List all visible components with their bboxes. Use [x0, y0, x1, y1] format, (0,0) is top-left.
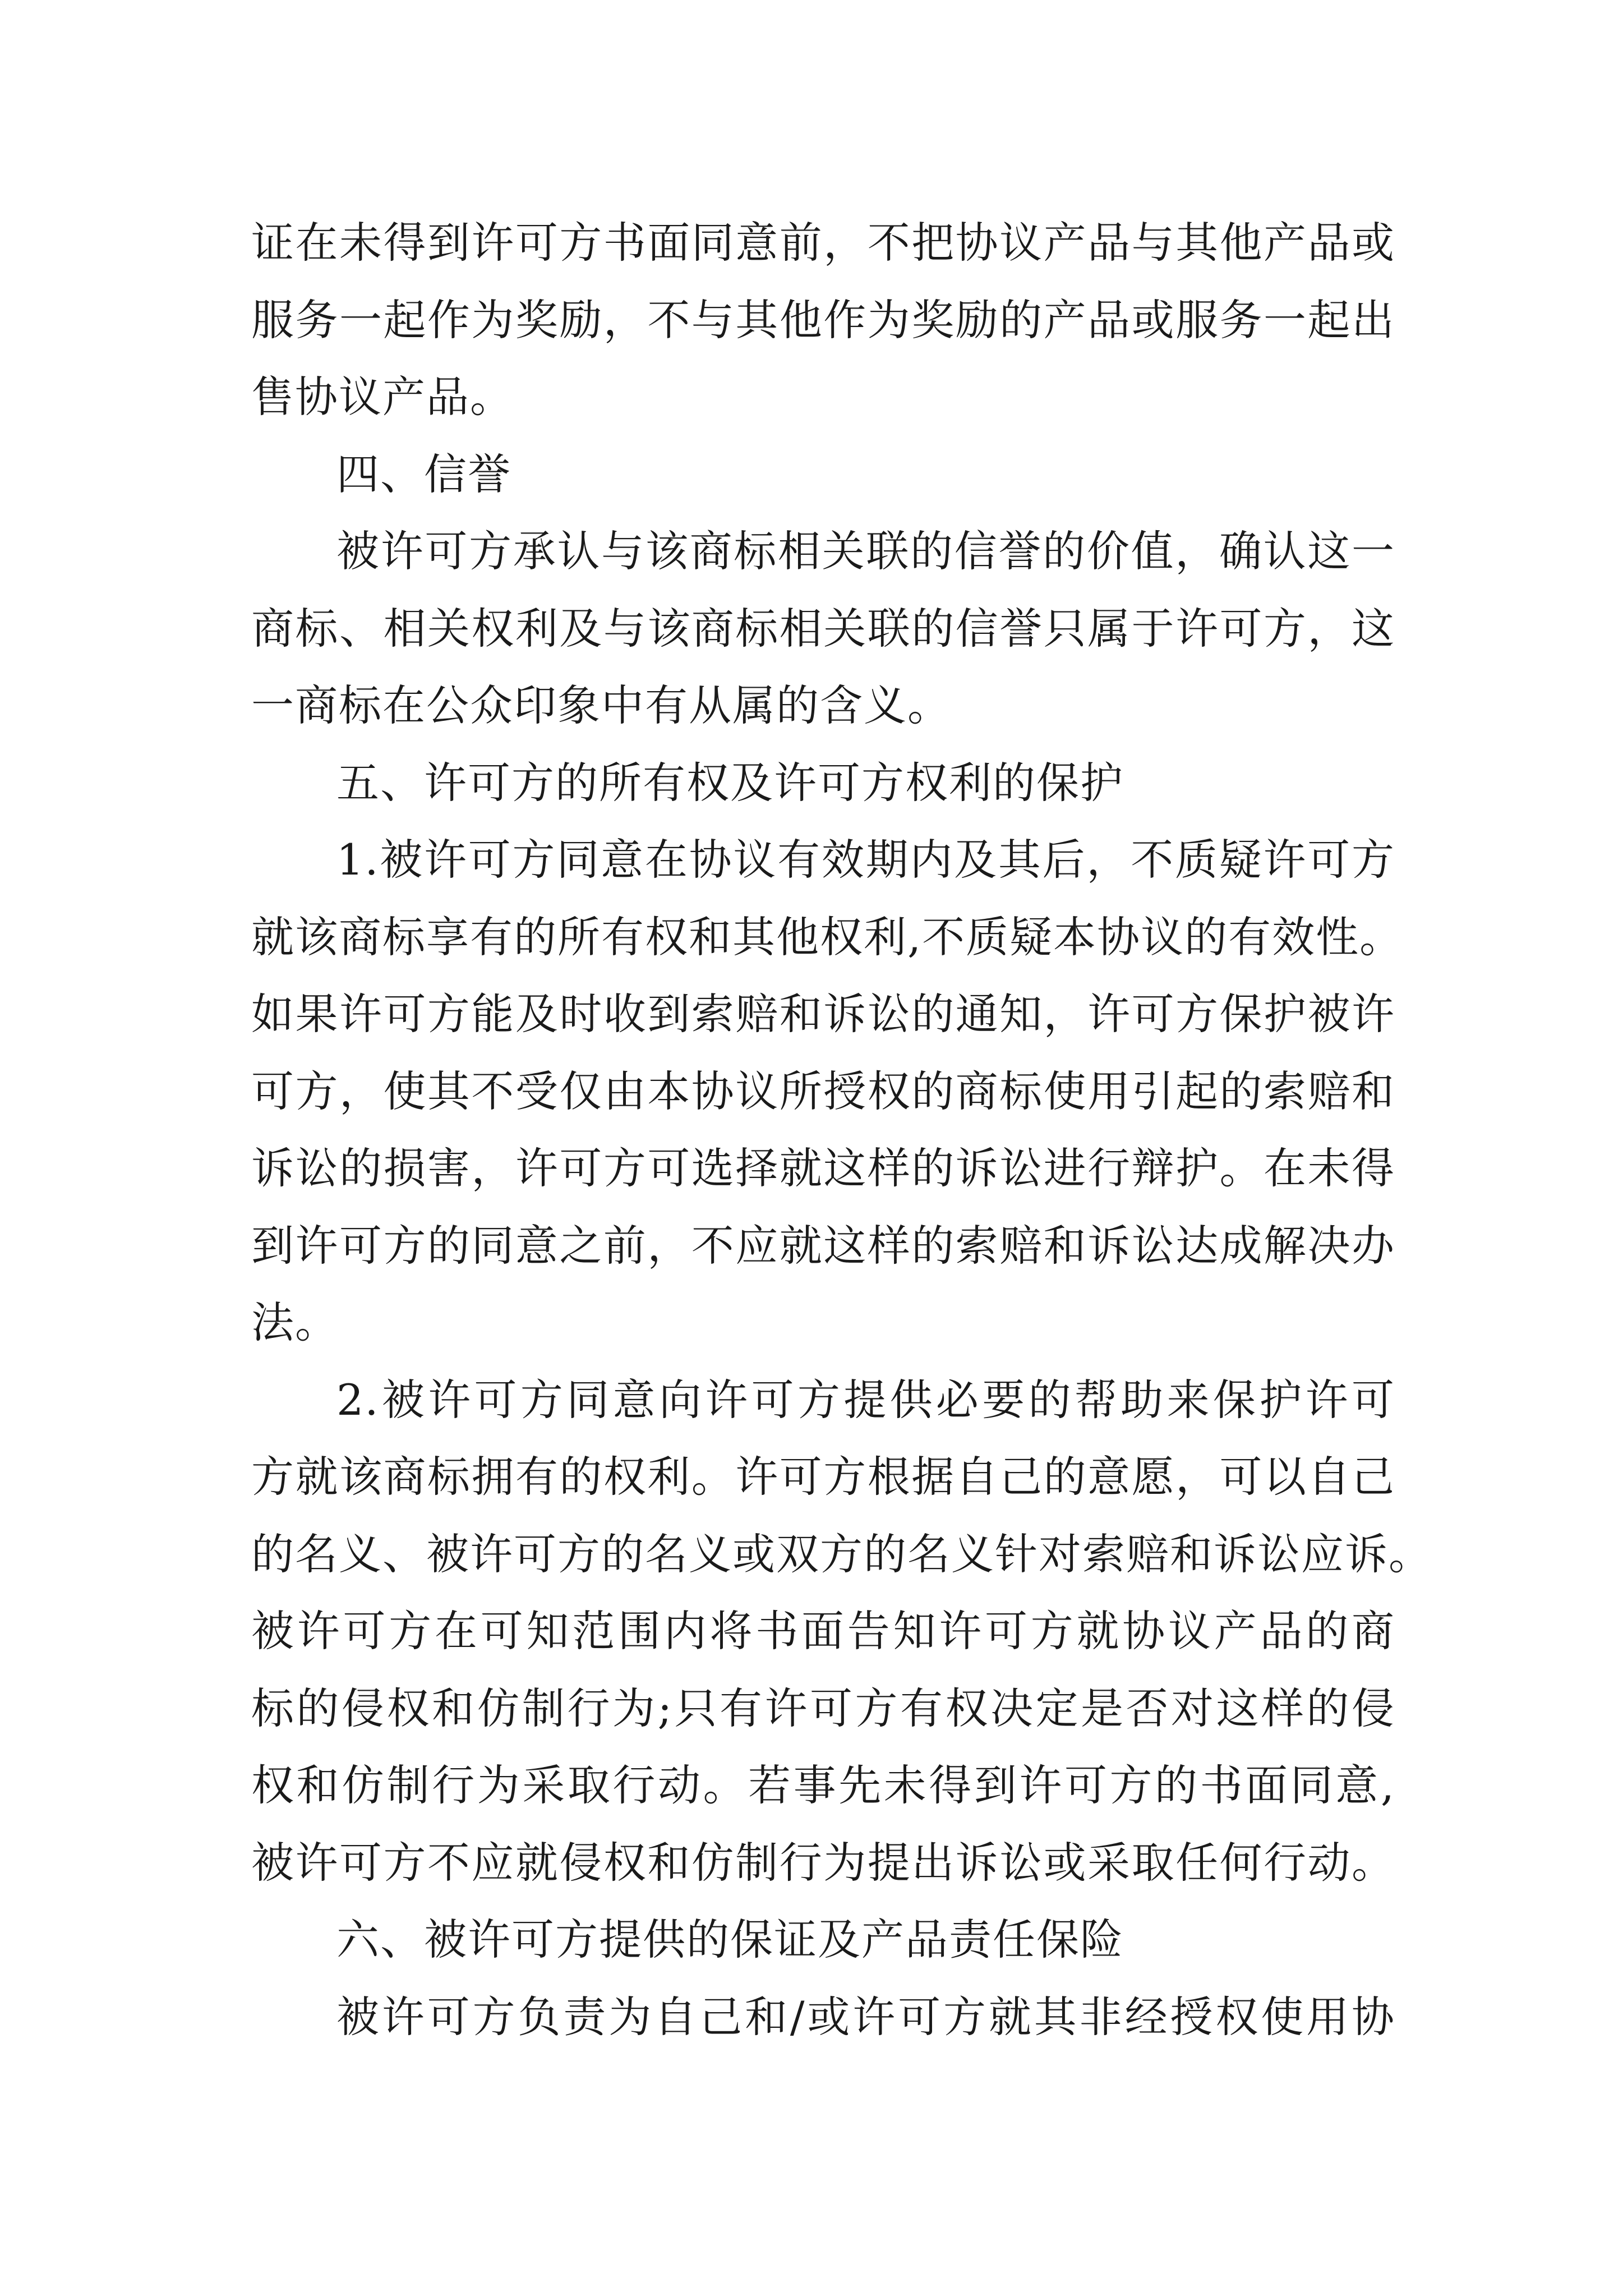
- document-body: [251, 204, 1432, 2055]
- text-line: 可方，使其不受仅由本协议所授权的商标使用引起的索赔和: [251, 1066, 1395, 1116]
- text-line: 六、被许可方提供的保证及产品责任保险: [336, 1915, 1124, 1964]
- text-line: 如果许可方能及时收到索赔和诉讼的通知，许可方保护被许: [251, 989, 1395, 1039]
- text-line: 标的侵权和仿制行为;只有许可方有权决定是否对这样的侵: [251, 1683, 1395, 1733]
- text-line: 五、许可方的所有权及许可方权利的保护: [336, 757, 1124, 808]
- text-line: 商标、相关权利及与该商标相关联的信誉只属于许可方，这: [251, 603, 1395, 654]
- text-line: 被许可方不应就侵权和仿制行为提出诉讼或采取任何行动。: [251, 1837, 1395, 1888]
- text-line: 被许可方承认与该商标相关联的信誉的价值，确认这一: [336, 526, 1395, 576]
- text-line: 证在未得到许可方书面同意前，不把协议产品与其他产品或: [251, 218, 1395, 268]
- text-line: 方就该商标拥有的权利。许可方根据自己的意愿，可以自己: [251, 1452, 1395, 1502]
- text-line: 法。: [251, 1297, 339, 1347]
- text-line: 四、信誉: [336, 449, 511, 499]
- text-line: 就该商标享有的所有权和其他权利,不质疑本协议的有效性。: [251, 912, 1404, 962]
- text-line: 的名义、被许可方的名义或双方的名义针对索赔和诉讼应诉。: [251, 1529, 1432, 1579]
- text-line: 服务一起作为奖励，不与其他作为奖励的产品或服务一起出: [251, 295, 1395, 345]
- text-line: 一商标在公众印象中有从属的含义。: [251, 680, 951, 730]
- text-line: 被许可方负责为自己和/或许可方就其非经授权使用协: [336, 1991, 1395, 2042]
- text-line: 1.被许可方同意在协议有效期内及其后，不质疑许可方: [336, 835, 1395, 885]
- text-line: 到许可方的同意之前，不应就这样的索赔和诉讼达成解决办: [251, 1220, 1395, 1271]
- text-line: 权和仿制行为采取行动。若事先未得到许可方的书面同意,: [251, 1760, 1395, 1810]
- text-line: 诉讼的损害，许可方可选择就这样的诉讼进行辩护。在未得: [251, 1143, 1395, 1193]
- text-line: 2.被许可方同意向许可方提供必要的帮助来保护许可: [336, 1374, 1395, 1425]
- text-line: 售协议产品。: [251, 372, 514, 422]
- text-line: 被许可方在可知范围内将书面告知许可方就协议产品的商: [251, 1606, 1395, 1656]
